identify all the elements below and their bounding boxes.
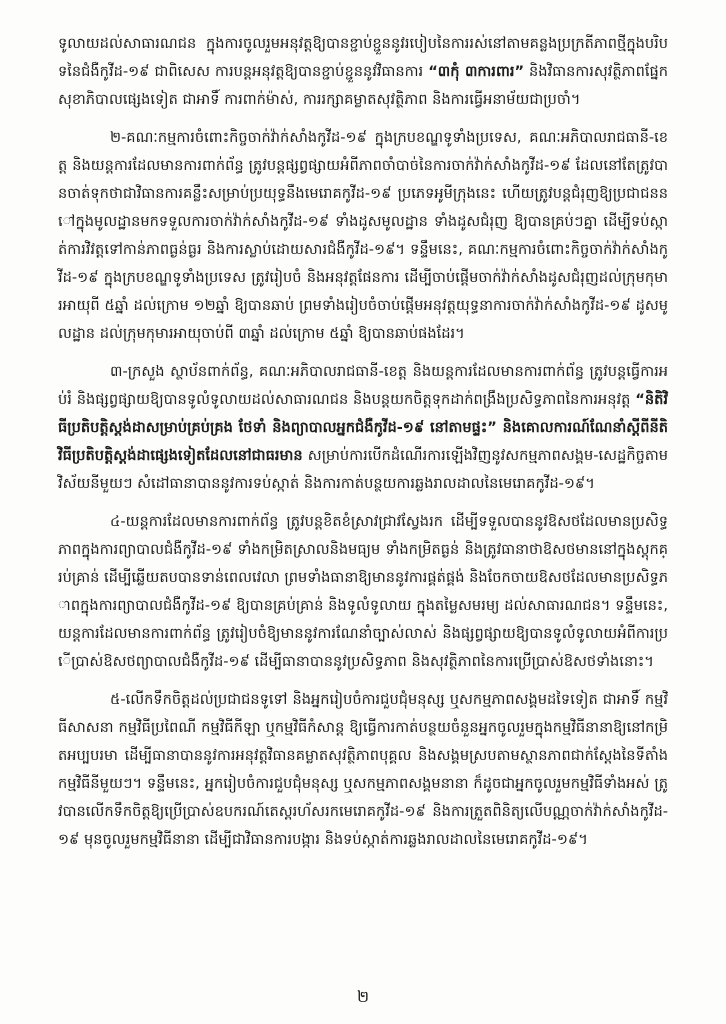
paragraph-text: ៤-យន្តការដែលមានការពាក់ព័ន្ធ ត្រូវបន្តខិតខំស្រាវជ្រាវស្វែងរក ដើម្បីទទួលបាននូវឱសថដែលមានប្រសិទ្ធភាពក្នុងការព្យាបាលជំងឺកូវីដ-១៩ ទាំងកម្រិតស្រាលនិងមធ្យម ទាំងកម្រិតធ្ងន់ និងត្រូវធានាថាឱសថមាននៅក្នុងស្តុកគ្រប់គ្រាន់ ដើម្បីឆ្លើយតបបានទាន់ពេលវេលា ព្រមទាំងធានាឱ្យមាននូវការផ្គត់ផ្គង់ និងចែកចាយឱសថដែលមានប្រសិទ្ធភាពក្នុងការព្យាបាលជំងឺកូវីដ-១៩ ឱ្យបានគ្រប់គ្រាន់ និងទូលំទូលាយ ក្នុងតម្លៃសមរម្យ ដល់សាធារណជន។ ទន្ទឹមនេះ, យន្តការដែលមានការពាក់ព័ន្ធ ត្រូវរៀបចំឱ្យមាននូវការណែនាំច្បាស់លាស់ និងផ្សព្វផ្សាយឱ្យបានទូលំទូលាយអំពីការប្រើប្រាស់ឱសថព្យាបាលជំងឺកូវីដ-១៩ ដើម្បីធានាបាននូវប្រសិទ្ធភាព និងសុវត្ថិភាពនៃការប្រើប្រាស់ឱសថទាំងនោះ។ [58, 513, 668, 670]
paragraph-item-2 [58, 124, 668, 348]
paragraph-item-4 [58, 508, 668, 676]
paragraph-text: ២-គណៈកម្មការចំពោះកិច្ចចាក់វ៉ាក់សាំងកូវីដ-១៩ ក្នុងក្របខណ្ឌទូទាំងប្រទេស, គណៈអភិបាលរាជធានី-ខេត្ត និងយន្តការដែលមានការពាក់ព័ន្ធ ត្រូវបន្តផ្សព្វផ្សាយអំពីភាពចាំបាច់នៃការចាក់វ៉ាក់សាំងកូវីដ-១៩ ដែលនៅតែត្រូវបានចាត់ទុកថាជាវិធានការគន្លឹះសម្រាប់ប្រយុទ្ធនឹងមេរោគកូវីដ-១៩ ប្រភេទអូមីក្រុងនេះ ហើយត្រូវបន្តជំរុញឱ្យប្រជាជននៅក្នុងមូលដ្ឋានមកទទួលការចាក់វ៉ាក់សាំងកូវីដ-១៩ ទាំងដូសមូលដ្ឋាន ទាំងដូសជំរុញ ឱ្យបានគ្រប់ៗគ្នា ដើម្បីទប់ស្កាត់ការវិវត្តទៅកាន់ភាពធ្ងន់ធ្ងរ និងការស្លាប់ដោយសារជំងឺកូវីដ-១៩។ ទន្ទឹមនេះ, គណៈកម្មការចំពោះកិច្ចចាក់វ៉ាក់សាំងកូវីដ-១៩ ក្នុងក្របខណ្ឌទូទាំងប្រទេស ត្រូវរៀបចំ និងអនុវត្តផែនការ ដើម្បីចាប់ផ្ដើមចាក់វ៉ាក់សាំងដូសជំរុញដល់ក្រុមកុមារអាយុពី ៥ឆ្នាំ ដល់ក្រោម ១២ឆ្នាំ ឱ្យបានឆាប់ ព្រមទាំងរៀបចំចាប់ផ្ដើមអនុវត្តយុទ្ធនាការចាក់វ៉ាក់សាំងកូវីដ-១៩ ដូសមូលដ្ឋាន ដល់ក្រុមកុមារអាយុចាប់ពី ៣ឆ្នាំ ដល់ក្រោម ៥ឆ្នាំ ឱ្យបានឆាប់ផងដែរ។ [58, 129, 668, 342]
paragraph-text: ៥-លើកទឹកចិត្តដល់ប្រជាជនទូទៅ និងអ្នករៀបចំការជួបជុំមនុស្ស ឬសកម្មភាពសង្គមដទៃទៀត ជាអាទិ៍ កម្មវិធីសាសនា កម្មវិធីប្រពៃណី កម្មវិធីកីឡា ឬកម្មវិធីកំសាន្ត ឱ្យធ្វើការកាត់បន្ថយចំនួនអ្នកចូលរួមក្នុងកម្មវិធីនានាឱ្យនៅកម្រិតអប្បបរមា ដើម្បីធានាបាននូវការអនុវត្តវិធានគម្លាតសុវត្ថិភាពបុគ្គល និងសង្គមស្របតាមស្ថានភាពជាក់ស្ដែងនៃទីតាំងកម្មវិធីនីមួយៗ។ ទន្ទឹមនេះ, អ្នករៀបចំការជួបជុំមនុស្ស ឬសកម្មភាពសង្គមនានា ក៏ដូចជាអ្នកចូលរួមកម្មវិធីទាំងអស់ ត្រូវបានលើកទឹកចិត្តឱ្យប្រើប្រាស់ឧបករណ៍តេស្តរហ័សរកមេរោគកូវីដ-១៩ និងការត្រួតពិនិត្យលើបណ្ណចាក់វ៉ាក់សាំងកូវីដ-១៩ មុនចូលរួមកម្មវិធីនានា ដើម្បីជាវិធានការបង្ការ និងទប់ស្កាត់ការឆ្លងរាលដាលនៃមេរោគកូវីដ-១៩។ [58, 691, 668, 848]
emphasized-text: “និតិវិធីប្រតិបត្តិស្ដង់ដាសម្រាប់គ្រប់គ្រង ថែទាំ និងព្យាបាលអ្នកជំងឺកូវីដ-១៩ នៅតាមផ្ទះ” និងគោលការណ៍ណែនាំស្ដីពីនីតិវិធីប្រតិបត្តិស្ដង់ដាផ្សេងទៀតដែលនៅជាធរមាន [58, 391, 668, 464]
paragraph-text: សម្រាប់ការបើកដំណើរការឡើងវិញនូវសកម្មភាពសង្គម-សេដ្ឋកិច្ចតាមវិស័យនីមួយៗ សំដៅធានាបាននូវការទប់ស្កាត់ និងការកាត់បន្ថយការឆ្លងរាលដាលនៃមេរោគកូវីដ-១៩។ [58, 447, 668, 492]
page-number: ២ [356, 987, 370, 1006]
paragraph-text: និងវិធានការសុវត្ថិភាពផ្នែកសុខាភិបាលផ្សេងទៀត ជាអាទិ៍ ការពាក់ម៉ាស់, ការរក្សាគម្លាតសុវត្ថិភាព និងការធ្វើអនាម័យជាប្រចាំ។ [58, 63, 669, 108]
emphasized-text: “៣កុំ ៣ការពារ” [428, 63, 525, 80]
paragraph-intro [58, 30, 668, 114]
paragraph-item-5 [58, 686, 668, 854]
paragraph-item-3 [58, 358, 668, 498]
paragraph-text: ៣-ក្រសួង ស្ថាប័នពាក់ព័ន្ធ, គណៈអភិបាលរាជធានី-ខេត្ត និងយន្តការដែលមានការពាក់ព័ន្ធ ត្រូវបន្តធ្វើការអប់រំ និងផ្សព្វផ្សាយឱ្យបានទូលំទូលាយដល់សាធារណជន និងបន្តយកចិត្តទុកដាក់ពង្រឹងប្រសិទ្ធភាពនៃការអនុវត្ត [58, 363, 668, 408]
paragraph-text: ទូលាយដល់សាធារណជន ក្នុងការចូលរួមអនុវត្តឱ្យបានខ្ជាប់ខ្ជួននូវរបៀបនៃការរស់នៅតាមគន្លងប្រក្រតីភាពថ្មីក្នុងបរិបទនៃជំងឺកូវីដ-១៩ ជាពិសេស ការបន្តអនុវត្តឱ្យបានខ្ជាប់ខ្ជួននូវវិធានការ [58, 35, 668, 80]
document-body [58, 30, 668, 854]
